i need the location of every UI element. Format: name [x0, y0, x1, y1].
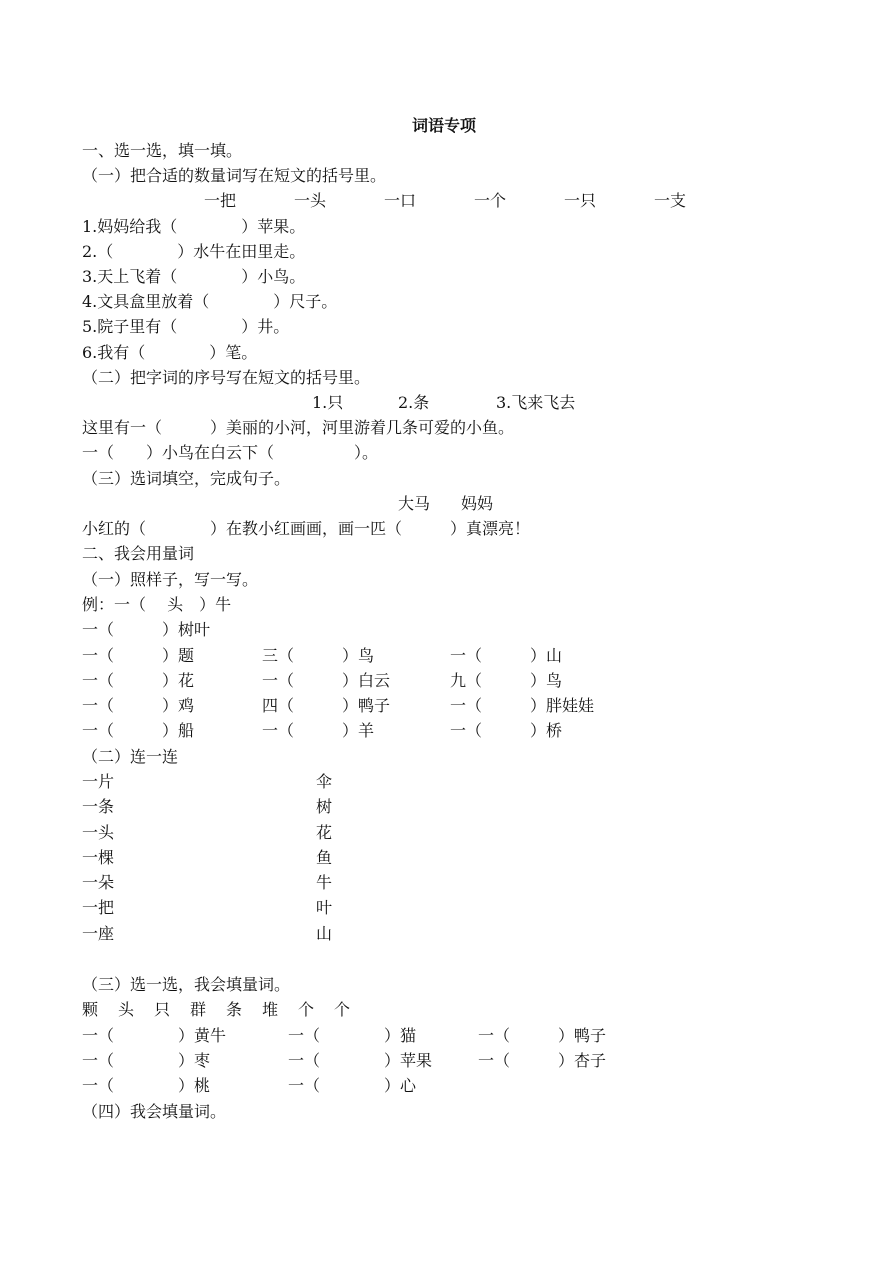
section2-part4-heading: （四）我会填量词。	[82, 1102, 227, 1121]
match-left-item: 一把	[82, 898, 115, 917]
fill-blank-item: 一（ ）猫	[288, 1026, 417, 1045]
fill-blank-item: 一（ ）羊	[262, 721, 375, 740]
match-left-item: 一座	[82, 924, 115, 943]
fill-blank-item: 一（ ）山	[450, 646, 563, 665]
fill-blank-item: 一（ ）胖娃娃	[450, 696, 595, 715]
fill-blank-item: 6.我有（ ）笔。	[82, 343, 258, 362]
option-word: 堆	[262, 1000, 279, 1019]
section1-part3-heading: （三）选词填空，完成句子。	[82, 469, 291, 488]
option-word: 一头	[294, 191, 327, 210]
section2-part1-heading: （一）照样子，写一写。	[82, 570, 259, 589]
option-word: 一口	[384, 191, 417, 210]
fill-blank-item: 1.妈妈给我（ ）苹果。	[82, 217, 306, 236]
match-right-item: 花	[316, 823, 333, 842]
fill-blank-item: 一（ ）题	[82, 646, 195, 665]
fill-blank-item: 一（ ）树叶	[82, 620, 211, 639]
match-left-item: 一头	[82, 823, 115, 842]
section1-part1-heading: （一）把合适的数量词写在短文的括号里。	[82, 166, 387, 185]
fill-blank-item: 一（ ）鸭子	[478, 1026, 607, 1045]
match-left-item: 一棵	[82, 848, 115, 867]
fill-blank-item: 一（ ）心	[288, 1076, 417, 1095]
match-right-item: 叶	[316, 898, 333, 917]
fill-blank-item: 一（ ）黄牛	[82, 1026, 227, 1045]
section1-heading: 一、选一选，填一填。	[82, 141, 243, 160]
option-word: 一把	[204, 191, 237, 210]
option-word: 只	[154, 1000, 171, 1019]
match-right-item: 山	[316, 924, 333, 943]
fill-blank-item: 4.文具盒里放着（ ）尺子。	[82, 292, 338, 311]
option-word: 个	[298, 1000, 315, 1019]
fill-blank-item: 5.院子里有（ ）井。	[82, 317, 290, 336]
match-right-item: 鱼	[316, 848, 333, 867]
fill-blank-item: 一（ ）花	[82, 671, 195, 690]
match-right-item: 树	[316, 797, 333, 816]
fill-blank-item: 一（ ）船	[82, 721, 195, 740]
fill-blank-item: 2.（ ）水牛在田里走。	[82, 242, 306, 261]
option-word: 个	[334, 1000, 351, 1019]
option-word: 大马	[398, 494, 431, 513]
fill-blank-item: 一（ ）白云	[262, 671, 391, 690]
fill-blank-item: 一（ ）杏子	[478, 1051, 607, 1070]
section2-part2-heading: （二）连一连	[82, 747, 179, 766]
passage-line: 小红的（ ）在教小红画画，画一匹（ ）真漂亮！	[82, 519, 531, 538]
match-left-item: 一片	[82, 772, 115, 791]
fill-blank-item: 3.天上飞着（ ）小鸟。	[82, 267, 306, 286]
option-word: 一只	[564, 191, 597, 210]
match-right-item: 伞	[316, 772, 333, 791]
option-word: 一个	[474, 191, 507, 210]
fill-blank-item: 九（ ）鸟	[450, 671, 563, 690]
option-word: 群	[190, 1000, 207, 1019]
fill-blank-item: 一（ ）枣	[82, 1051, 211, 1070]
fill-blank-item: 一（ ）鸡	[82, 696, 195, 715]
example-line: 例：一（ 头 ）牛	[82, 595, 232, 614]
match-left-item: 一条	[82, 797, 115, 816]
page-title: 词语专项	[412, 116, 477, 135]
fill-blank-item: 四（ ）鸭子	[262, 696, 391, 715]
section1-part2-heading: （二）把字词的序号写在短文的括号里。	[82, 368, 371, 387]
passage-line: 一（ ）小鸟在白云下（ ）。	[82, 443, 379, 462]
passage-line: 这里有一（ ）美丽的小河，河里游着几条可爱的小鱼。	[82, 418, 515, 437]
fill-blank-item: 三（ ）鸟	[262, 646, 375, 665]
option-word: 3.飞来飞去	[496, 393, 576, 412]
section2-part3-heading: （三）选一选，我会填量词。	[82, 975, 291, 994]
match-left-item: 一朵	[82, 873, 115, 892]
section2-heading: 二、我会用量词	[82, 544, 195, 563]
fill-blank-item: 一（ ）桥	[450, 721, 563, 740]
match-right-item: 牛	[316, 873, 333, 892]
fill-blank-item: 一（ ）桃	[82, 1076, 211, 1095]
option-word: 2.条	[398, 393, 430, 412]
option-word: 1.只	[312, 393, 344, 412]
option-word: 颗	[82, 1000, 99, 1019]
option-word: 一支	[654, 191, 687, 210]
option-word: 条	[226, 1000, 243, 1019]
fill-blank-item: 一（ ）苹果	[288, 1051, 433, 1070]
option-word: 妈妈	[461, 494, 494, 513]
option-word: 头	[118, 1000, 135, 1019]
